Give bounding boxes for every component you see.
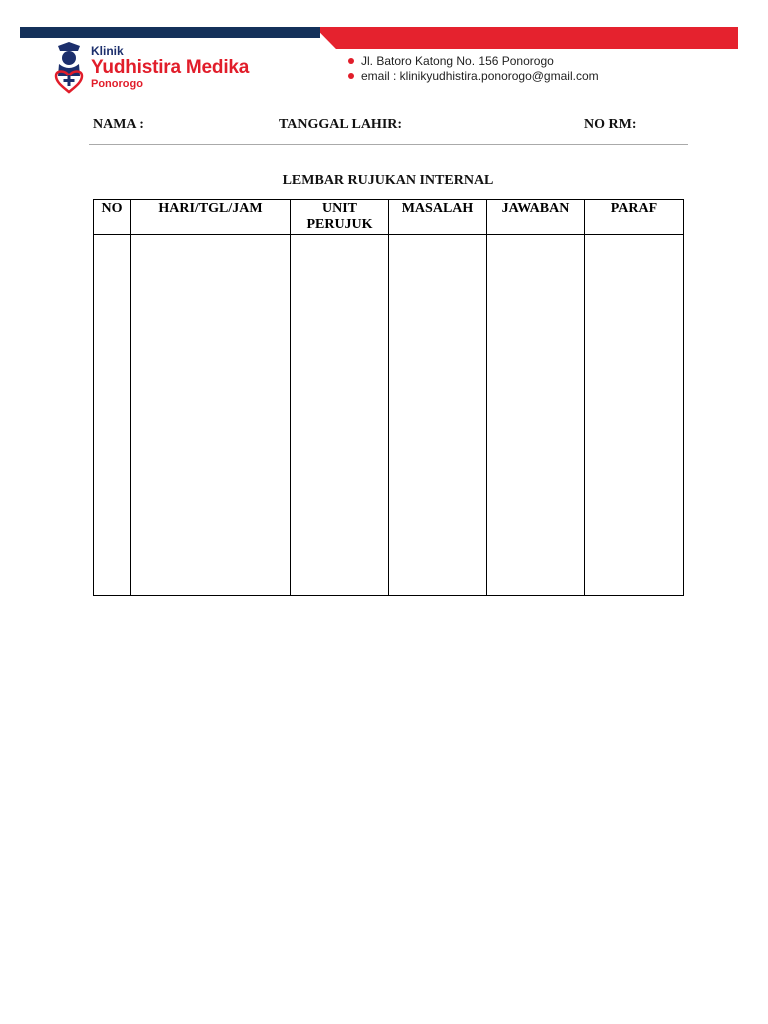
cell-signature [585, 235, 684, 596]
address-text: Jl. Batoro Katong No. 156 Ponorogo [361, 54, 554, 68]
col-header-problem: MASALAH [389, 200, 487, 235]
brand-prefix: Klinik [91, 44, 124, 58]
cell-problem [389, 235, 487, 596]
col-header-no: NO [94, 200, 131, 235]
brand-city: Ponorogo [91, 78, 143, 90]
referral-table [93, 199, 684, 596]
email-line [347, 69, 599, 84]
table-header-row [94, 200, 684, 235]
dob-label: TANGGAL LAHIR: [279, 117, 403, 132]
brand-name: Yudhistira Medika [91, 57, 250, 78]
cell-answer [487, 235, 585, 596]
form-title: LEMBAR RUJUKAN INTERNAL [282, 173, 494, 188]
col-header-signature: PARAF [585, 200, 684, 235]
bullet-icon [348, 58, 354, 64]
divider [89, 144, 688, 145]
clinic-contact [347, 54, 599, 84]
table-row [94, 235, 684, 596]
col-header-answer: JAWABAN [487, 200, 585, 235]
col-header-datetime: HARI/TGL/JAM [131, 200, 291, 235]
email-text: email : klinikyudhistira.ponorogo@gmail.com [361, 69, 599, 83]
address-line [347, 54, 599, 69]
cell-datetime [131, 235, 291, 596]
name-label: NAMA : [93, 117, 144, 132]
header-band-navy [20, 27, 320, 38]
clinic-logo-icon [52, 42, 86, 94]
bullet-icon [348, 73, 354, 79]
cell-no [94, 235, 131, 596]
clinic-logo [52, 42, 282, 94]
col-header-referring-unit: UNIT PERUJUK [291, 200, 389, 235]
rm-label: NO RM: [584, 117, 637, 132]
cell-referring-unit [291, 235, 389, 596]
